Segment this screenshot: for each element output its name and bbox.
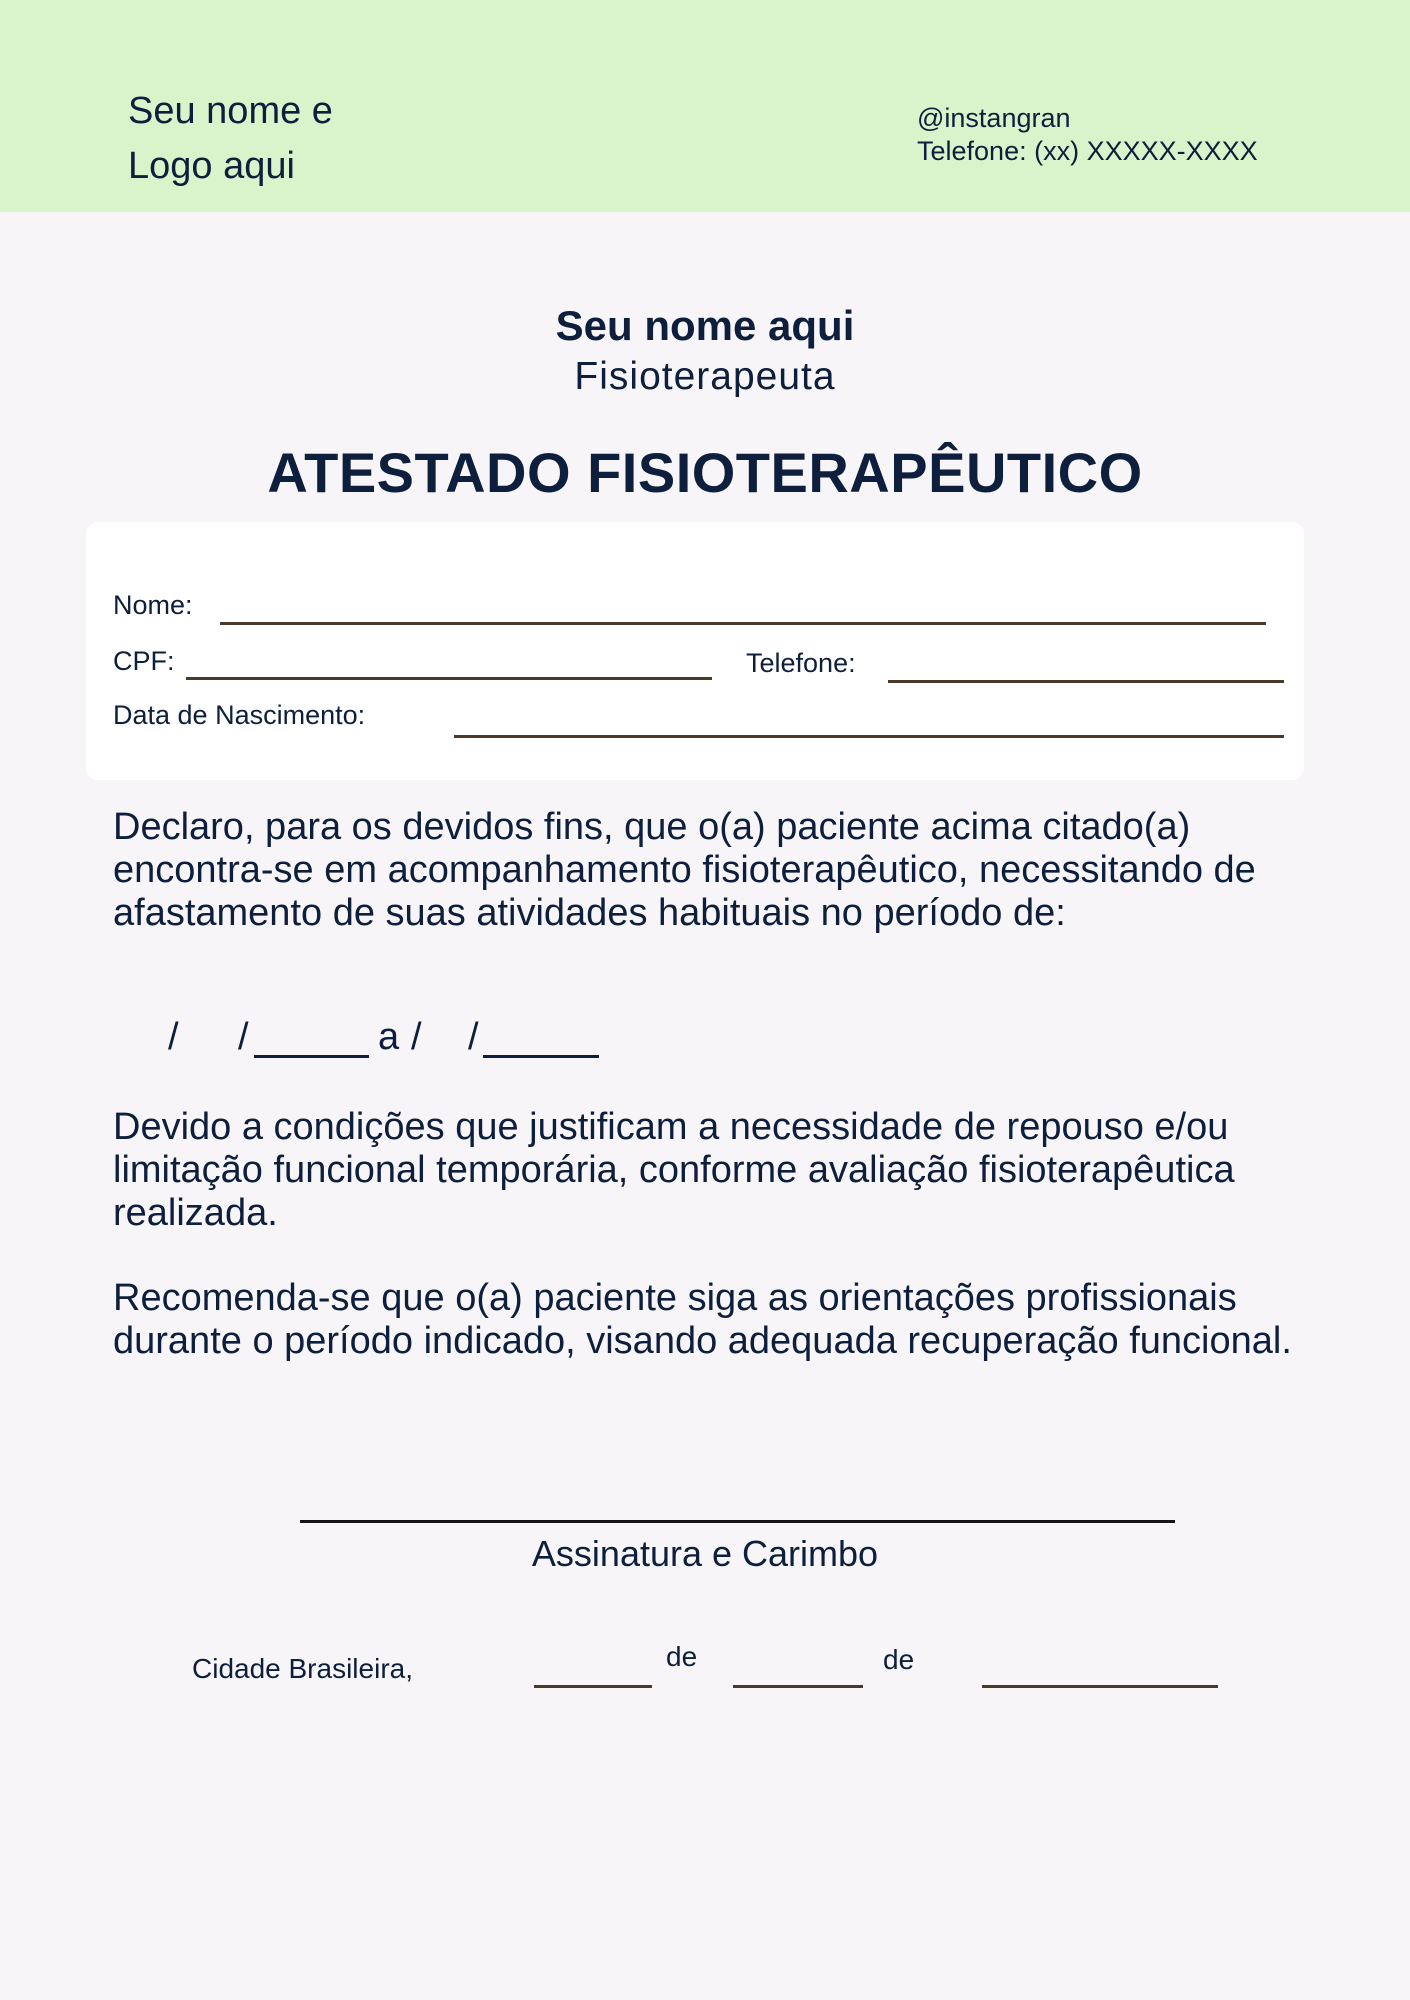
phone-label: Telefone: <box>746 648 856 678</box>
city-label: Cidade Brasileira, <box>192 1653 413 1684</box>
birth-date-field-line[interactable] <box>454 735 1284 738</box>
justification-paragraph: Devido a condições que justificam a necessidade de repouso e/ou limitação funcional temporária, conforme avaliação fisioterapêutica realizada. <box>113 1106 1235 1234</box>
declaration-paragraph: Declaro, para os devidos fins, que o(a) paciente acima citado(a) encontra-se em acompanhamento fisioterapêutico, necessitando de afastamento de suas atividades habituais no período de: <box>113 806 1256 934</box>
end-slash-2: / <box>468 1016 479 1058</box>
month-field-line[interactable] <box>733 1685 863 1688</box>
cpf-label: CPF: <box>113 646 175 676</box>
instagram-handle: @instangran <box>917 103 1071 133</box>
end-slash-1: / <box>411 1016 422 1058</box>
end-year-line[interactable] <box>483 1055 599 1058</box>
contact-info <box>917 102 1258 168</box>
professional-name: Seu nome aqui <box>555 302 855 349</box>
signature-label: Assinatura e Carimbo <box>531 1533 879 1574</box>
patient-info-card <box>86 522 1304 780</box>
birth-date-label: Data de Nascimento: <box>113 700 366 730</box>
start-slash-1: / <box>168 1016 179 1058</box>
header-banner <box>0 0 1410 212</box>
start-year-line[interactable] <box>254 1055 369 1058</box>
logo-line-1: Seu nome e <box>128 90 333 132</box>
phone-field-line[interactable] <box>888 680 1284 683</box>
name-label: Nome: <box>113 590 193 620</box>
logo-placeholder <box>128 84 333 194</box>
day-field-line[interactable] <box>534 1685 652 1688</box>
logo-line-2: Logo aqui <box>128 145 295 187</box>
professional-role: Fisioterapeuta <box>574 355 836 398</box>
phone-number: Telefone: (xx) XXXXX-XXXX <box>917 136 1258 166</box>
de-label-1: de <box>666 1641 698 1672</box>
name-field-line[interactable] <box>220 622 1266 625</box>
start-slash-2: / <box>238 1016 249 1058</box>
year-field-line[interactable] <box>982 1685 1218 1688</box>
signature-line[interactable] <box>300 1520 1175 1523</box>
period-separator: a <box>378 1016 400 1058</box>
de-label-2: de <box>883 1644 915 1675</box>
document-title: ATESTADO FISIOTERAPÊUTICO <box>267 441 1143 504</box>
recommendation-paragraph: Recomenda-se que o(a) paciente siga as orientações profissionais durante o período indicado, visando adequada recuperação funcional. <box>113 1277 1292 1362</box>
cpf-field-line[interactable] <box>186 677 712 680</box>
